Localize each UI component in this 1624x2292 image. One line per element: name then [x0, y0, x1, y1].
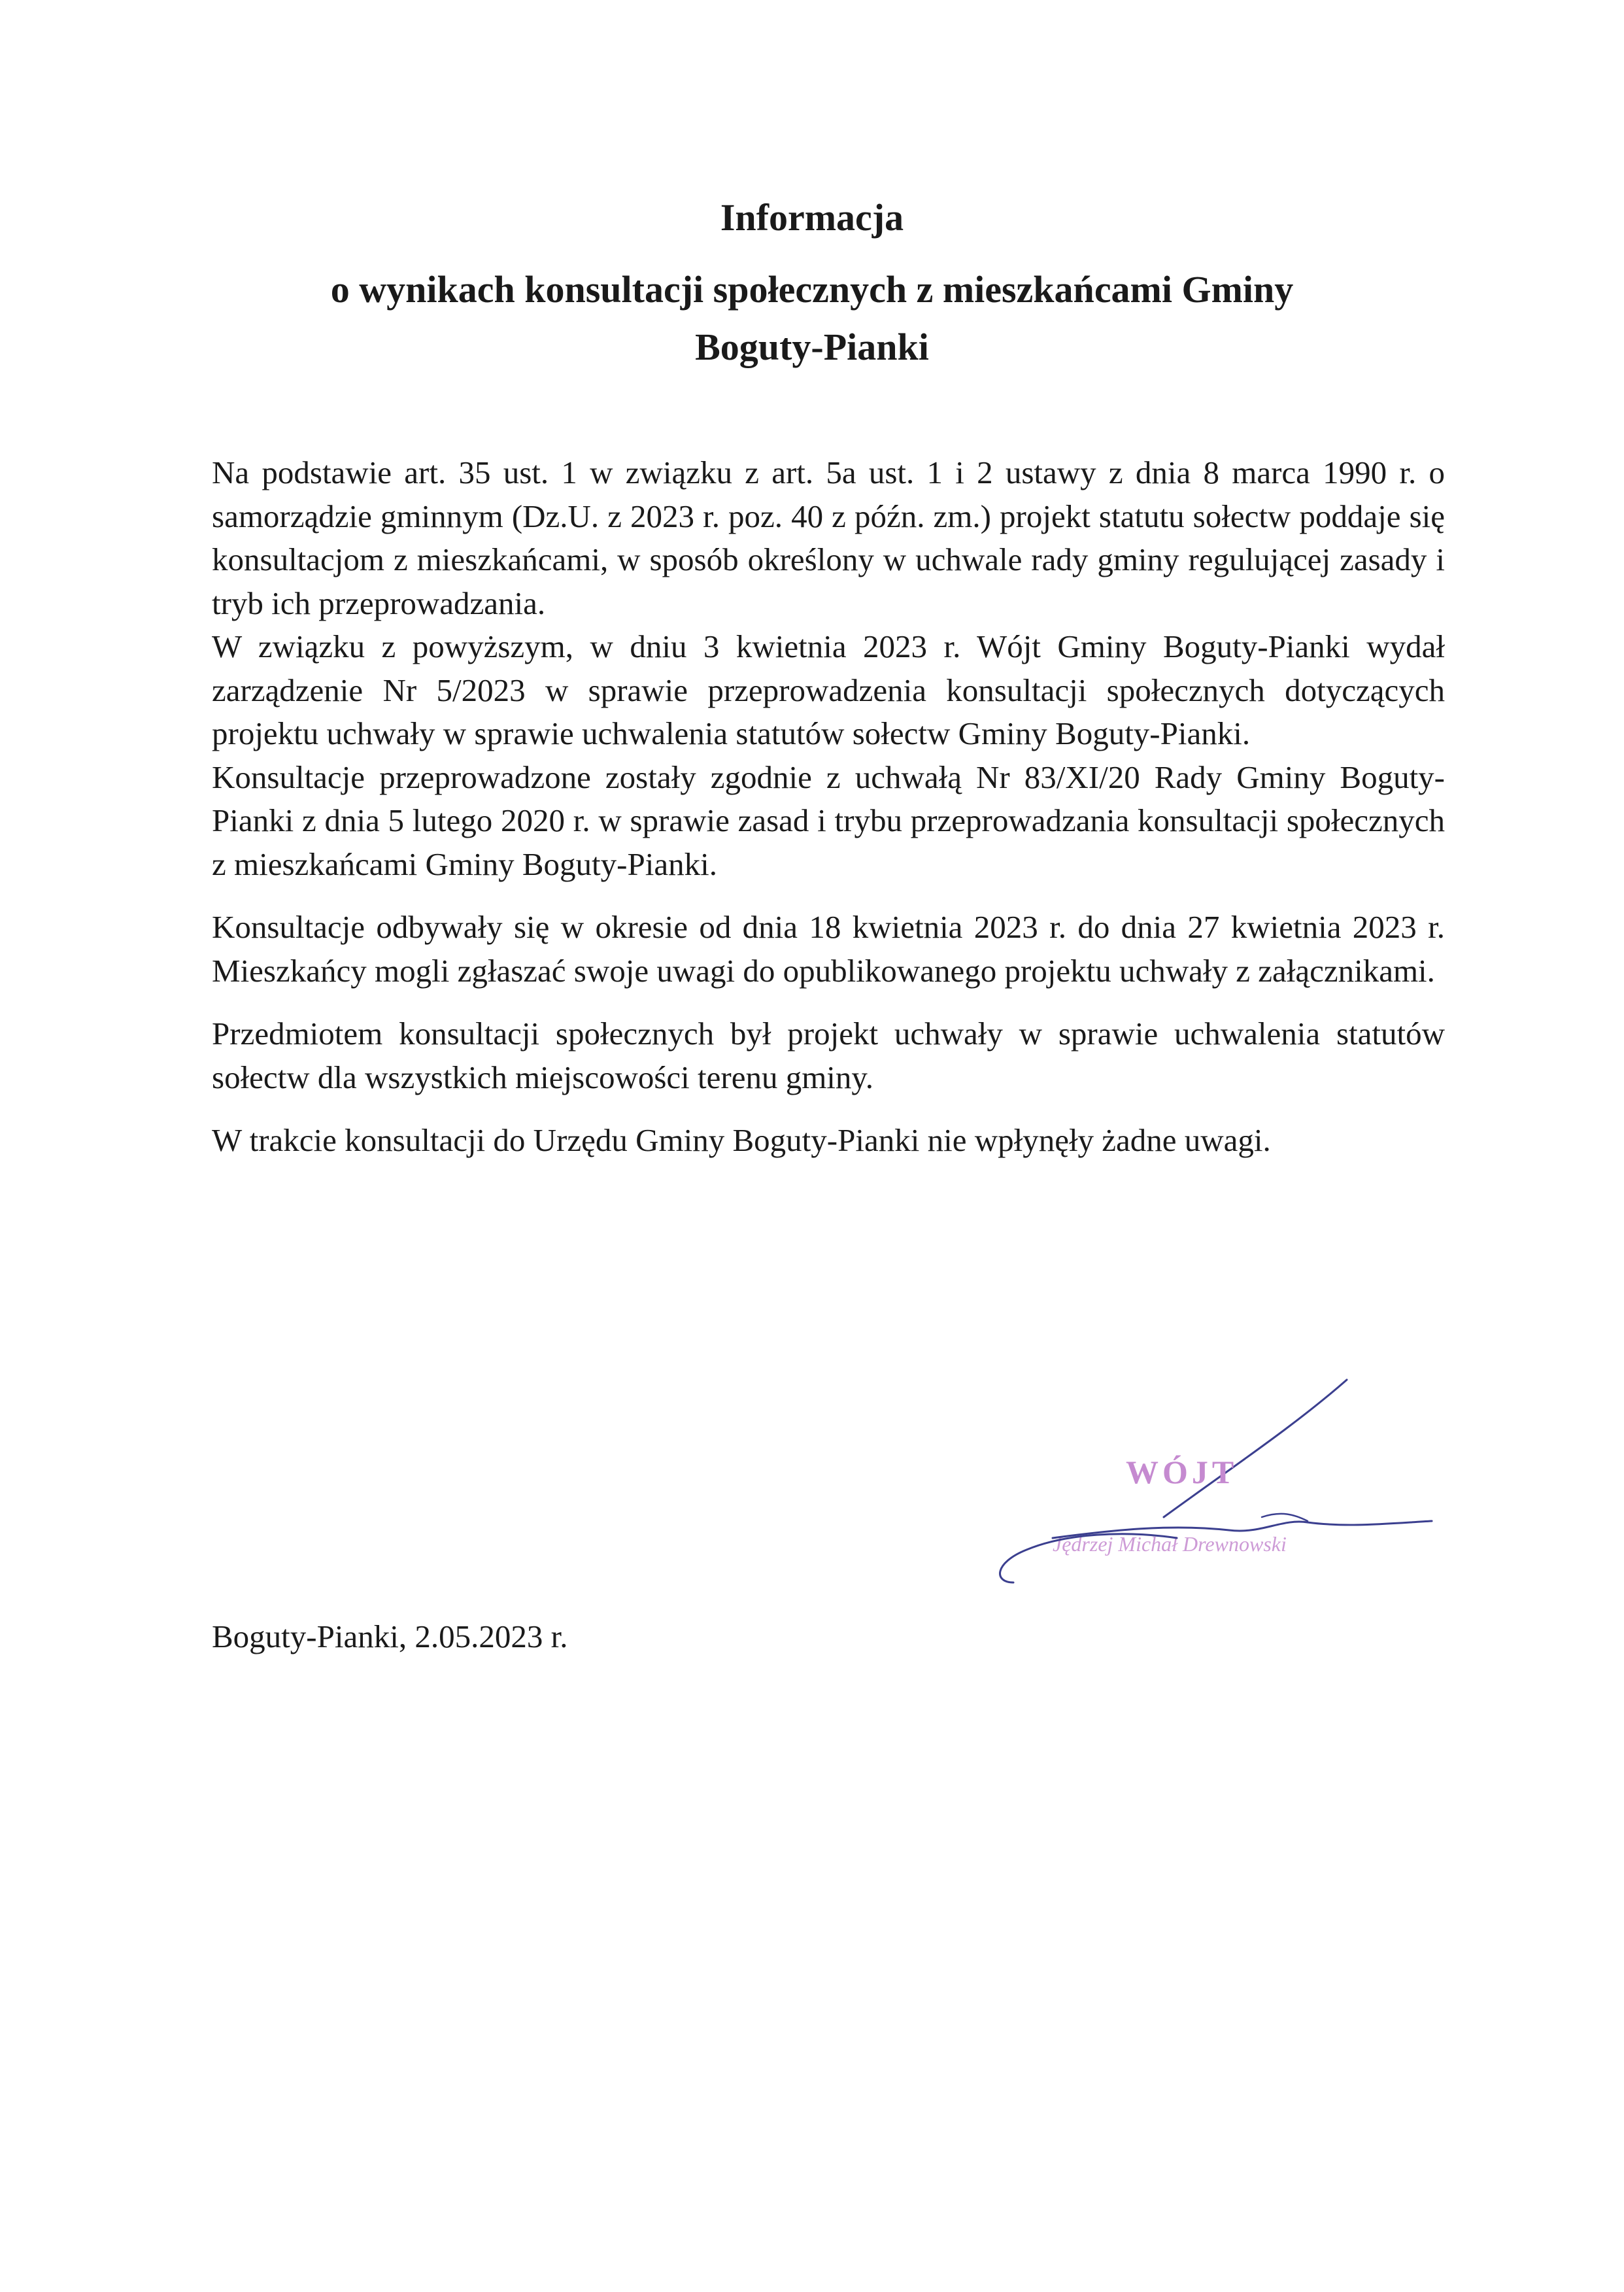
document-subtitle: [0, 267, 1624, 370]
paragraph-result: W trakcie konsultacji do Urzędu Gminy Boguty-Pianki nie wpłynęły żadne uwagi.: [212, 1122, 1271, 1158]
paragraph-subject: Przedmiotem konsultacji społecznych był projekt uchwały w sprawie uchwalenia statutów sołectw dla wszystkich miejscowości terenu gminy.: [212, 1016, 1445, 1095]
paragraph-resolution: Konsultacje przeprowadzone zostały zgodnie z uchwałą Nr 83/XI/20 Rady Gminy Boguty-Pianki z dnia 5 lutego 2020 r. w sprawie zasad i trybu przeprowadzania konsultacji społecznych z mieszkańcami Gminy Boguty-Pianki.: [212, 759, 1445, 882]
document-title: Informacja: [720, 196, 904, 239]
paragraph-legal-basis: Na podstawie art. 35 ust. 1 w związku z art. 5a ust. 1 i 2 ustawy z dnia 8 marca 1990 r. o samorządzie gminnym (Dz.U. z 2023 r. poz. 40 z późn. zm.) projekt statutu sołectw poddaje się konsultacjom z mieszkańcami, w sposób określony w uchwale rady gminy regulującej zasady i tryb ich przeprowadzania.: [212, 454, 1445, 621]
signature-drawing: [955, 1367, 1458, 1615]
signature-stroke-tail: [1262, 1514, 1308, 1521]
paragraph-order: W związku z powyższym, w dniu 3 kwietnia 2023 r. Wójt Gminy Boguty-Pianki wydał zarządzenie Nr 5/2023 w sprawie przeprowadzenia konsultacji społecznych dotyczących projektu uchwały w sprawie uchwalenia statutów sołectw Gminy Boguty-Pianki.: [212, 628, 1445, 751]
stamp-name: Jędrzej Michał Drewnowski: [1053, 1532, 1287, 1556]
place-and-date: Boguty-Pianki, 2.05.2023 r.: [212, 1618, 568, 1654]
signature-stamp: [955, 1367, 1458, 1615]
document-body: [212, 451, 1445, 1163]
subtitle-line-1: o wynikach konsultacji społecznych z mieszkańcami Gminy: [330, 268, 1294, 311]
subtitle-line-2: Boguty-Pianki: [695, 326, 929, 368]
stamp-role: WÓJT: [1126, 1454, 1238, 1490]
signature-stroke-diagonal: [1164, 1380, 1347, 1517]
paragraph-period: Konsultacje odbywały się w okresie od dnia 18 kwietnia 2023 r. do dnia 27 kwietnia 2023 r. Mieszkańcy mogli zgłaszać swoje uwagi do opublikowanego projektu uchwały z załącznikami.: [212, 909, 1445, 989]
